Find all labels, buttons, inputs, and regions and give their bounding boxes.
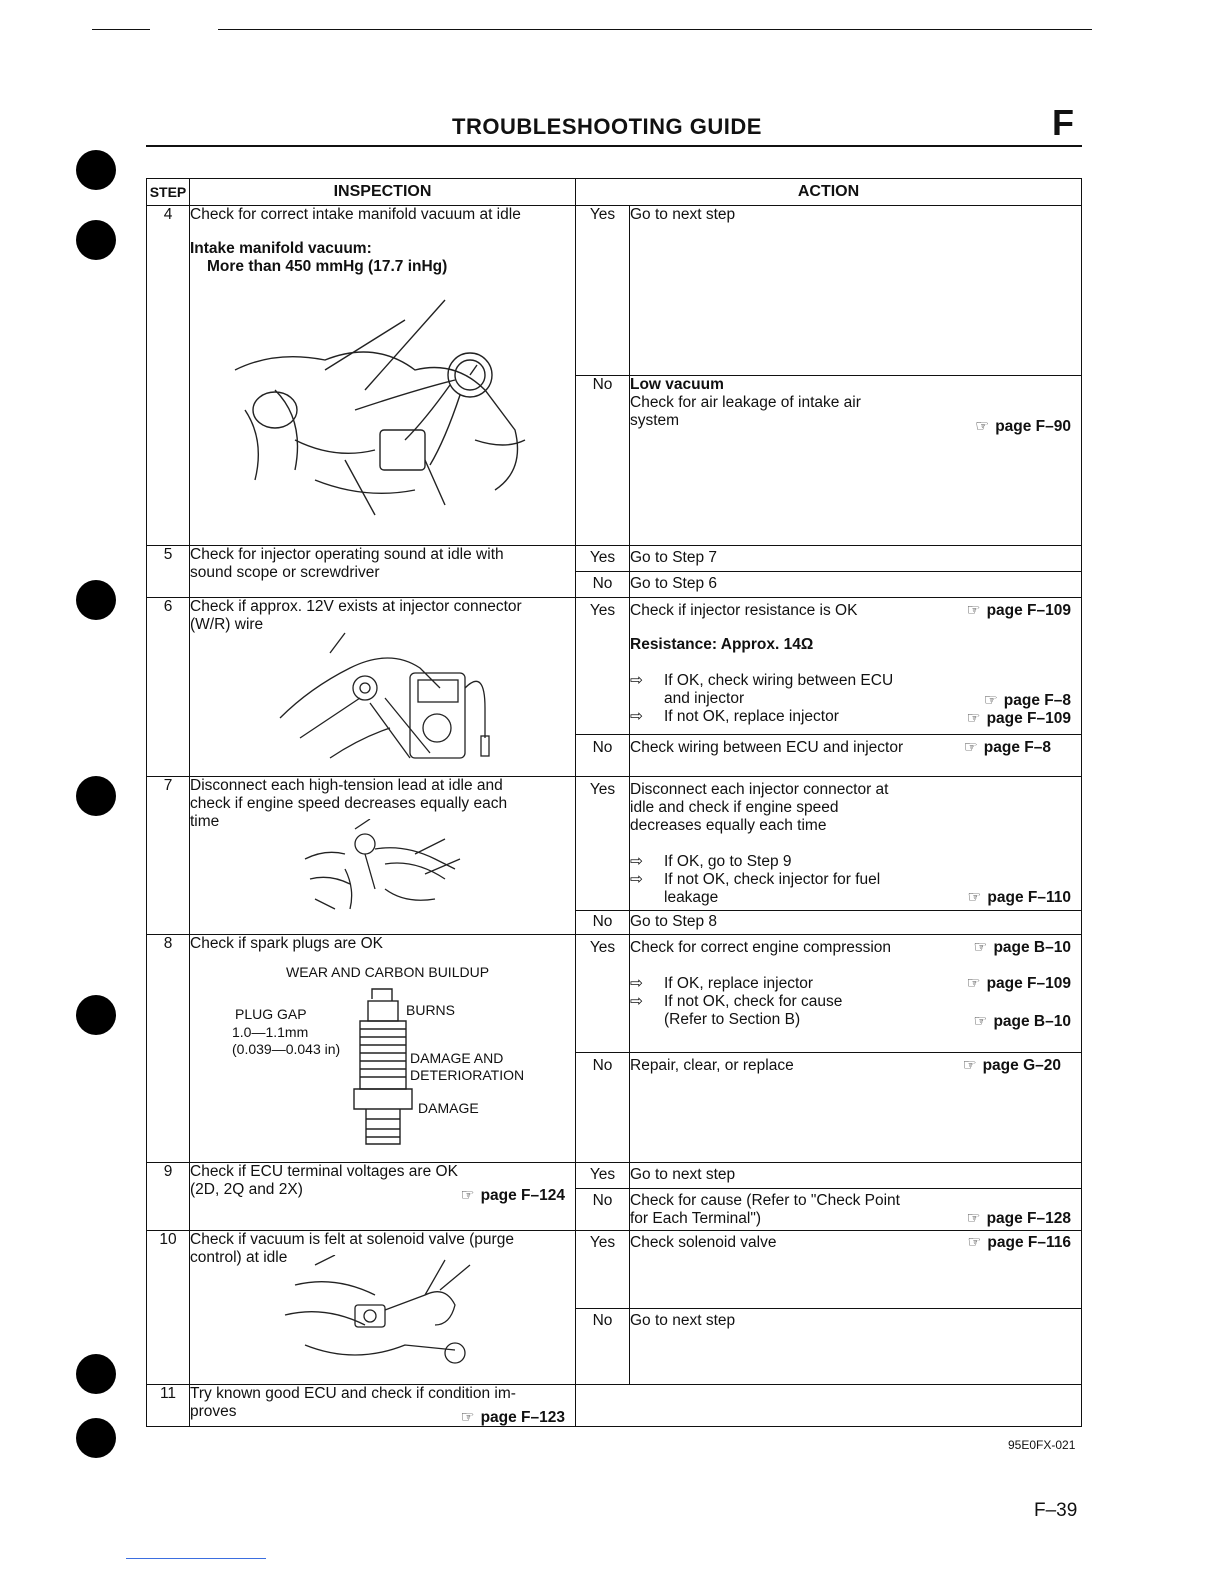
table-row (147, 935, 1082, 1053)
troubleshooting-table (146, 178, 1082, 1427)
action-cell (630, 1189, 1082, 1231)
step-number: 5 (147, 546, 190, 598)
binder-hole (76, 776, 116, 816)
inspection-text: Check for correct intake manifold vacuum at idle (190, 206, 521, 223)
figure-label: (0.039—0.043 in) (232, 1041, 341, 1057)
inspection-cell (190, 935, 576, 1163)
header-rule (146, 145, 1082, 147)
inspection-text: Check for injector operating sound at idle with (190, 546, 504, 563)
inspection-text: Check if ECU terminal voltages are OK (190, 1163, 458, 1180)
top-rule-short (92, 29, 150, 30)
spec-text: Resistance: Approx. 14Ω (630, 636, 814, 653)
vacuum-gauge-illustration (215, 290, 545, 520)
action-cell (630, 935, 1082, 1053)
result-yes: Yes (576, 777, 630, 911)
figure-label: 1.0—1.1mm (232, 1024, 309, 1040)
figure-label: BURNS (406, 1002, 456, 1018)
solenoid-valve-illustration (275, 1255, 505, 1365)
inspection-cell (190, 1385, 576, 1427)
step-header: STEP (147, 179, 190, 206)
empty-action-cell (576, 1385, 1082, 1427)
table-row (147, 777, 1082, 911)
inspection-text: (W/R) wire (190, 616, 264, 633)
action-text: for Each Terminal") (630, 1210, 761, 1227)
page-ref: ☞ page F–116 (967, 1234, 1071, 1251)
page-ref: ☞ page F–8 (983, 692, 1071, 709)
table-row (147, 1163, 1082, 1189)
inspection-text: Check if spark plugs are OK (190, 935, 383, 952)
bullet-item: ⇨ If not OK, check for cause (630, 993, 843, 1010)
top-rule (218, 29, 1092, 30)
page-ref: ☞ page F–124 (460, 1187, 565, 1204)
high-tension-lead-illustration (295, 819, 475, 914)
binder-hole (76, 1354, 116, 1394)
inspection-text: (2D, 2Q and 2X) (190, 1181, 303, 1198)
page-ref: ☞ page B–10 (973, 939, 1071, 956)
binder-hole (76, 580, 116, 620)
arrow-icon: ⇨ (630, 708, 643, 725)
step-number: 4 (147, 206, 190, 546)
spec-label: Intake manifold vacuum: (190, 240, 372, 257)
pointing-hand-icon: ☞ (966, 975, 981, 992)
result-no: No (576, 1189, 630, 1231)
pointing-hand-icon: ☞ (973, 1013, 988, 1030)
action-text: Check for cause (Refer to "Check Point (630, 1192, 900, 1209)
inspection-header: INSPECTION (190, 179, 576, 206)
inspection-text: proves (190, 1403, 237, 1420)
action-text: Disconnect each injector connector at (630, 781, 889, 798)
inspection-text: Check if approx. 12V exists at injector connector (190, 598, 522, 615)
inspection-text: time (190, 813, 220, 830)
page-ref: ☞ page F–109 (966, 710, 1071, 727)
figure-code: 95E0FX-021 (1008, 1438, 1076, 1452)
action-header: ACTION (576, 179, 1082, 206)
inspection-cell (190, 777, 576, 935)
binder-hole (76, 220, 116, 260)
page-ref: ☞ page F–90 (975, 418, 1071, 435)
inspection-text: Check if vacuum is felt at solenoid valve (purge (190, 1231, 514, 1248)
section-letter: F (1052, 102, 1074, 143)
action-cell: Go to next step (630, 206, 1082, 376)
table-row (147, 546, 1082, 572)
spec-value: More than 450 mmHg (17.7 inHg) (207, 258, 448, 275)
action-text: Check if injector resistance is OK (630, 602, 858, 619)
inspection-cell (190, 206, 576, 546)
step-number: 11 (147, 1385, 190, 1427)
result-yes: Yes (576, 1163, 630, 1189)
action-text: Repair, clear, or replace (630, 1057, 794, 1074)
figure-label: DETERIORATION (410, 1067, 525, 1083)
inspection-text: Try known good ECU and check if condition im- (190, 1385, 516, 1402)
result-no: No (576, 1309, 630, 1385)
bullet-text: and injector (664, 690, 745, 707)
inspection-cell (190, 1163, 576, 1231)
bottom-link-line (126, 1558, 266, 1559)
result-no: No (576, 376, 630, 546)
binder-hole (76, 995, 116, 1035)
action-cell: Go to next step (630, 1309, 1082, 1385)
bullet-text: (Refer to Section B) (664, 1011, 801, 1028)
page-ref: ☞ page B–10 (973, 1013, 1071, 1030)
figure-label: DAMAGE (418, 1100, 479, 1116)
result-yes: Yes (576, 1231, 630, 1309)
action-cell: Go to Step 8 (630, 911, 1082, 935)
pointing-hand-icon: ☞ (460, 1187, 475, 1204)
pointing-hand-icon: ☞ (967, 1234, 982, 1251)
inspection-cell (190, 546, 576, 598)
page-ref: ☞ page G–20 (962, 1057, 1061, 1074)
pointing-hand-icon: ☞ (460, 1409, 475, 1426)
pointing-hand-icon: ☞ (966, 710, 981, 727)
page-number: F–39 (1034, 1500, 1078, 1521)
table-row (147, 206, 1082, 376)
pointing-hand-icon: ☞ (975, 418, 990, 435)
result-no: No (576, 911, 630, 935)
pointing-hand-icon: ☞ (962, 1057, 977, 1074)
step-number: 7 (147, 777, 190, 935)
pointing-hand-icon: ☞ (963, 739, 978, 756)
action-cell (630, 376, 1082, 546)
step-number: 10 (147, 1231, 190, 1385)
page-ref: ☞ page F–8 (963, 739, 1051, 756)
pointing-hand-icon: ☞ (983, 692, 998, 709)
bullet-item: ⇨ If OK, go to Step 9 (630, 853, 792, 870)
page-ref: ☞ page F–123 (460, 1409, 565, 1426)
bullet-item: ⇨ If not OK, replace injector (630, 708, 839, 725)
step-number: 9 (147, 1163, 190, 1231)
inspection-text: check if engine speed decreases equally each (190, 795, 508, 812)
step-number: 8 (147, 935, 190, 1163)
result-yes: Yes (576, 935, 630, 1053)
pointing-hand-icon: ☞ (973, 939, 988, 956)
action-cell: Go to next step (630, 1163, 1082, 1189)
figure-label: WEAR AND CARBON BUILDUP (286, 964, 490, 980)
voltmeter-illustration (270, 628, 530, 763)
inspection-cell (190, 598, 576, 777)
bullet-item: ⇨ If OK, replace injector (630, 975, 814, 992)
action-text: Check for air leakage of intake air (630, 394, 861, 411)
arrow-icon: ⇨ (630, 993, 643, 1010)
bullet-item: ⇨ If not OK, check injector for fuel (630, 871, 881, 888)
action-cell: Go to Step 7 (630, 546, 1082, 572)
action-text: system (630, 412, 680, 429)
inspection-text: control) at idle (190, 1249, 288, 1266)
action-cell (630, 1231, 1082, 1309)
result-no: No (576, 572, 630, 598)
result-no: No (576, 735, 630, 777)
inspection-cell (190, 1231, 576, 1385)
page-title: TROUBLESHOOTING GUIDE (452, 114, 762, 139)
table-header-row (147, 179, 1082, 206)
page-ref: ☞ page F–109 (966, 602, 1071, 619)
pointing-hand-icon: ☞ (967, 889, 982, 906)
result-no: No (576, 1053, 630, 1163)
result-yes: Yes (576, 598, 630, 735)
action-cell (630, 598, 1082, 735)
action-cell (630, 735, 1082, 777)
step-number: 6 (147, 598, 190, 777)
page-ref: ☞ page F–110 (967, 889, 1071, 906)
arrow-icon: ⇨ (630, 853, 643, 870)
action-text: decreases equally each time (630, 817, 827, 834)
page-ref: ☞ page F–128 (966, 1210, 1071, 1227)
action-text: Check solenoid valve (630, 1234, 777, 1251)
bullet-item: ⇨ If OK, check wiring between ECU (630, 672, 894, 689)
bullet-text: leakage (664, 889, 719, 906)
table-row (147, 598, 1082, 735)
action-title: Low vacuum (630, 376, 724, 393)
action-cell (630, 777, 1082, 911)
table-row (147, 1385, 1082, 1427)
table-row (147, 1231, 1082, 1309)
result-yes: Yes (576, 546, 630, 572)
arrow-icon: ⇨ (630, 672, 643, 689)
pointing-hand-icon: ☞ (966, 602, 981, 619)
inspection-text: sound scope or screwdriver (190, 564, 380, 581)
action-text: idle and check if engine speed (630, 799, 839, 816)
action-cell: Go to Step 6 (630, 572, 1082, 598)
inspection-text: Disconnect each high-tension lead at idle and (190, 777, 503, 794)
action-text: Check for correct engine compression (630, 939, 892, 956)
pointing-hand-icon: ☞ (966, 1210, 981, 1227)
figure-label: DAMAGE AND (410, 1050, 504, 1066)
action-cell (630, 1053, 1082, 1163)
binder-hole (76, 1418, 116, 1458)
result-yes: Yes (576, 206, 630, 376)
arrow-icon: ⇨ (630, 871, 643, 888)
figure-label: PLUG GAP (235, 1006, 307, 1022)
binder-hole (76, 150, 116, 190)
page-ref: ☞ page F–109 (966, 975, 1071, 992)
action-text: Check wiring between ECU and injector (630, 739, 904, 756)
arrow-icon: ⇨ (630, 975, 643, 992)
